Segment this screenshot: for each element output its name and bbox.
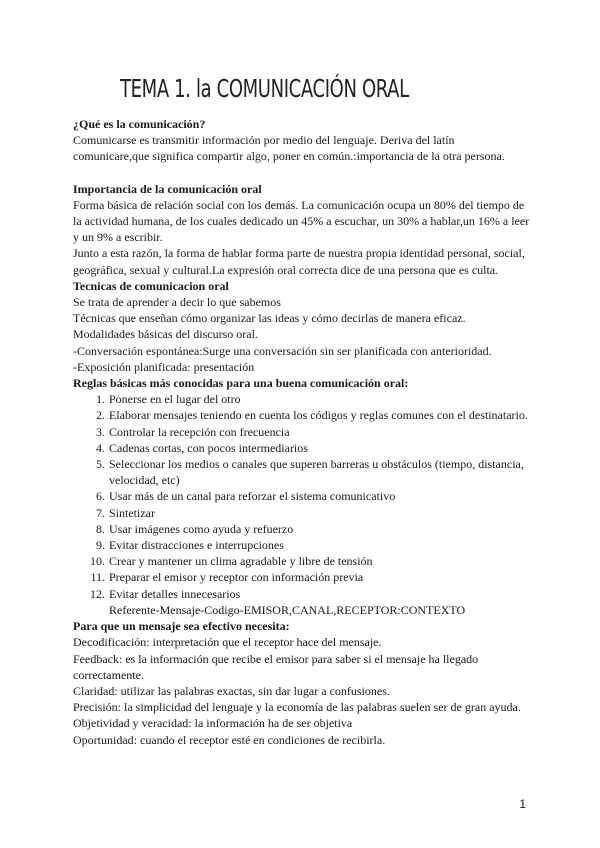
list-text: Preparar el emisor y receptor con información previa xyxy=(109,570,364,585)
list-text: Sintetizar xyxy=(109,505,155,520)
list-number: 11. xyxy=(90,570,105,585)
text-line: Objetividad y veracidad: la información ha de ser objetiva xyxy=(73,716,353,731)
list-text: Usar más de un canal para reforzar el sistema comunicativo xyxy=(109,489,396,504)
list-item xyxy=(73,440,533,456)
text-line: Se trata de aprender a decir lo que sabemos xyxy=(73,295,281,310)
list-text: Evitar distracciones e interrupciones xyxy=(109,538,284,553)
list-text: Ponerse en el lugar del otro xyxy=(109,392,241,407)
list-item xyxy=(73,521,533,537)
page-title: TEMA 1. la COMUNICACIÓN ORAL xyxy=(120,74,409,103)
list-item xyxy=(73,391,533,407)
section-heading: ¿Qué es la comunicación? xyxy=(73,117,206,131)
list-number: 9. xyxy=(96,538,105,553)
list-number: 7. xyxy=(96,505,105,520)
paragraph: Junto a esta razón, la forma de hablar forma parte de nuestra propia identidad personal, social, geográfica, sexual y cultural.La expresión oral correcta dice de una persona que es culta. xyxy=(73,246,525,277)
list-number: 3. xyxy=(96,424,105,439)
page-number: 1 xyxy=(519,797,526,811)
spacer xyxy=(73,165,533,181)
section-heading: Tecnicas de comunicacion oral xyxy=(73,278,229,293)
list-item xyxy=(73,407,533,423)
list-text: Controlar la recepción con frecuencia xyxy=(109,424,290,439)
list-item xyxy=(73,456,533,488)
section-heading: Importancia de la comunicación oral xyxy=(73,181,262,196)
text-line: Decodificación: interpretación que el receptor hace del mensaje. xyxy=(73,635,382,650)
text-line: Modalidades básicas del discurso oral. xyxy=(73,327,258,342)
list-text: Evitar detalles innecesarios xyxy=(109,586,241,601)
list-number: 1. xyxy=(96,392,105,407)
list-number: 6. xyxy=(96,489,105,504)
text-line: Claridad: utilizar las palabras exactas, sin dar lugar a confusiones. xyxy=(73,683,390,698)
section-heading: Para que un mensaje sea efectivo necesita: xyxy=(73,619,290,634)
list-item xyxy=(73,505,533,521)
list-item xyxy=(73,569,533,585)
text-line: Técnicas que enseñan cómo organizar las ideas y cómo decirlas de manera eficaz. xyxy=(73,311,466,326)
list-number: 8. xyxy=(96,521,105,536)
list-item xyxy=(73,537,533,553)
text-line: Feedback: es la información que recibe el emisor para saber si el mensaje ha llegado correctamente. xyxy=(73,651,479,682)
text-line: -Conversación espontánea:Surge una conversación sin ser planificada con anterioridad. xyxy=(73,343,492,358)
section-heading: Reglas básicas más conocidas para una buena comunicación oral: xyxy=(73,376,409,391)
list-number: 4. xyxy=(96,440,105,455)
list-text: Usar imágenes como ayuda y refuerzo xyxy=(109,521,294,536)
list-item xyxy=(73,488,533,504)
list-number: 5. xyxy=(96,457,105,472)
rules-list xyxy=(73,391,533,602)
list-text: Crear y mantener un clima agradable y libre de tensión xyxy=(109,554,373,569)
list-number: 10. xyxy=(90,554,105,569)
paragraph: Comunicarse es transmitir información por medio del lenguaje. Deriva del latín comunicare,que significa compartir algo, poner en común.:importancia de la otra persona. xyxy=(73,133,505,164)
list-item xyxy=(73,424,533,440)
list-text: Elaborar mensajes teniendo en cuenta los códigos y reglas comunes con el destinatario. xyxy=(109,408,528,423)
list-number: 2. xyxy=(96,408,105,423)
text-line: Oportunidad: cuando el receptor esté en condiciones de recibirla. xyxy=(73,732,386,747)
paragraph: Forma básica de relación social con los demás. La comunicación ocupa un 80% del tiempo de la actividad humana, de los cuales dedicado un 45% a escuchar, un 30% a hablar,un 16% a leer y un 9% a escribir. xyxy=(73,197,530,245)
list-text: Seleccionar los medios o canales que superen barreras u obstáculos (tiempo, distancia, velocidad, etc) xyxy=(109,457,524,488)
list-number: 12. xyxy=(90,586,105,601)
list-item xyxy=(73,586,533,602)
list-item xyxy=(73,553,533,569)
text-line: Precisión: la simplicidad del lenguaje y la economía de las palabras suelen ser de gran ayuda. xyxy=(73,700,521,715)
document-body xyxy=(73,116,533,748)
text-line: -Exposición planificada: presentación xyxy=(73,359,255,374)
list-text: Cadenas cortas, con pocos intermediarios xyxy=(109,440,308,455)
rules-footer: Referente-Mensaje-Codigo-EMISOR,CANAL,RECEPTOR:CONTEXTO xyxy=(109,602,466,617)
